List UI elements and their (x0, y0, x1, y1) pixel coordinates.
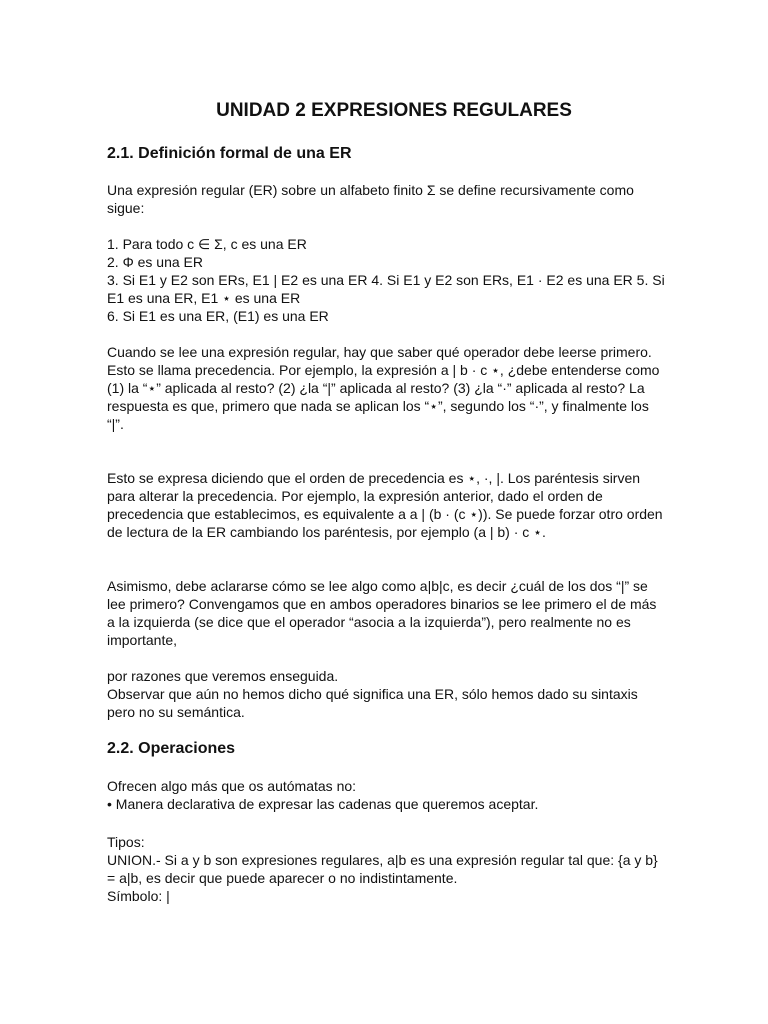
semantics-paragraph (107, 667, 667, 721)
precedence-text-2: Esto se llama precedencia. Por ejemplo, la expresión a | b · c ⋆, ¿debe entenderse como (1) la “⋆” aplicada al resto? (2) ¿la “|” aplicada al resto? (3) ¿la “·” aplicada al resto? La respuesta es que, primero que nada se aplican los “⋆”, segundo los “·”, y finalmente los “|”. (107, 362, 660, 432)
semantics-text: Observar que aún no hemos dicho qué significa una ER, sólo hemos dado su sintaxis pero no su semántica. (107, 686, 638, 720)
associativity-text: Asimismo, debe aclararse cómo se lee algo como a|b|c, es decir ¿cuál de los dos “|” se lee primero? Convengamos que en ambos operadores binarios se lee primero el de más a la izquierda (se dice que el operador “asocia a la izquierda”), pero realmente no es importante, (107, 578, 657, 648)
rule-item: 2. Φ es una ER (107, 254, 203, 270)
rule-item: 3. Si E1 y E2 son ERs, E1 | E2 es una ER 4. Si E1 y E2 son ERs, E1 · E2 es una ER 5. Si E1 es una ER, E1 ⋆ es una ER (107, 272, 665, 306)
section-heading-definicion: 2.1. Definición formal de una ER (107, 145, 352, 162)
tipos-label: Tipos: (107, 834, 145, 850)
union-block (107, 833, 667, 905)
rule-item: 1. Para todo c ∈ Σ, c es una ER (107, 236, 307, 252)
offer-text: Ofrecen algo más que os autómatas no: (107, 778, 357, 794)
section-heading-operaciones: 2.2. Operaciones (107, 740, 236, 757)
rule-item: 6. Si E1 es una ER, (E1) es una ER (107, 308, 329, 324)
order-text: Esto se expresa diciendo que el orden de precedencia es ⋆, ·, |. Los paréntesis sirven para alterar la precedencia. Por ejemplo, la expresión anterior, dado el orden de precedencia que establecimos, es equivalente a a | (b · (c ⋆)). Se puede forzar otro orden de lectura de la ER cambiando los paréntesis, por ejemplo (a | b) · c ⋆. (107, 470, 663, 540)
page-title: UNIDAD 2 EXPRESIONES REGULARES (216, 100, 572, 121)
union-text: UNION.- Si a y b son expresiones regulares, a|b es una expresión regular tal que: {a y b} = a|b, es decir que puede aparecer o no indistintamente. (107, 852, 658, 886)
order-paragraph (107, 469, 667, 541)
simbolo-text: Símbolo: | (107, 888, 170, 904)
intro-paragraph (107, 181, 667, 217)
rules-list (107, 235, 667, 325)
reasons-text: por razones que veremos enseguida. (107, 668, 339, 684)
intro-text: Una expresión regular (ER) sobre un alfabeto finito Σ se define recursivamente como sigue: (107, 182, 634, 216)
operations-intro (107, 777, 667, 813)
associativity-paragraph (107, 577, 667, 649)
precedence-paragraph (107, 343, 667, 433)
bullet-item: • Manera declarativa de expresar las cadenas que queremos aceptar. (107, 796, 539, 812)
precedence-text-1: Cuando se lee una expresión regular, hay que saber qué operador debe leerse primero. (107, 344, 652, 360)
